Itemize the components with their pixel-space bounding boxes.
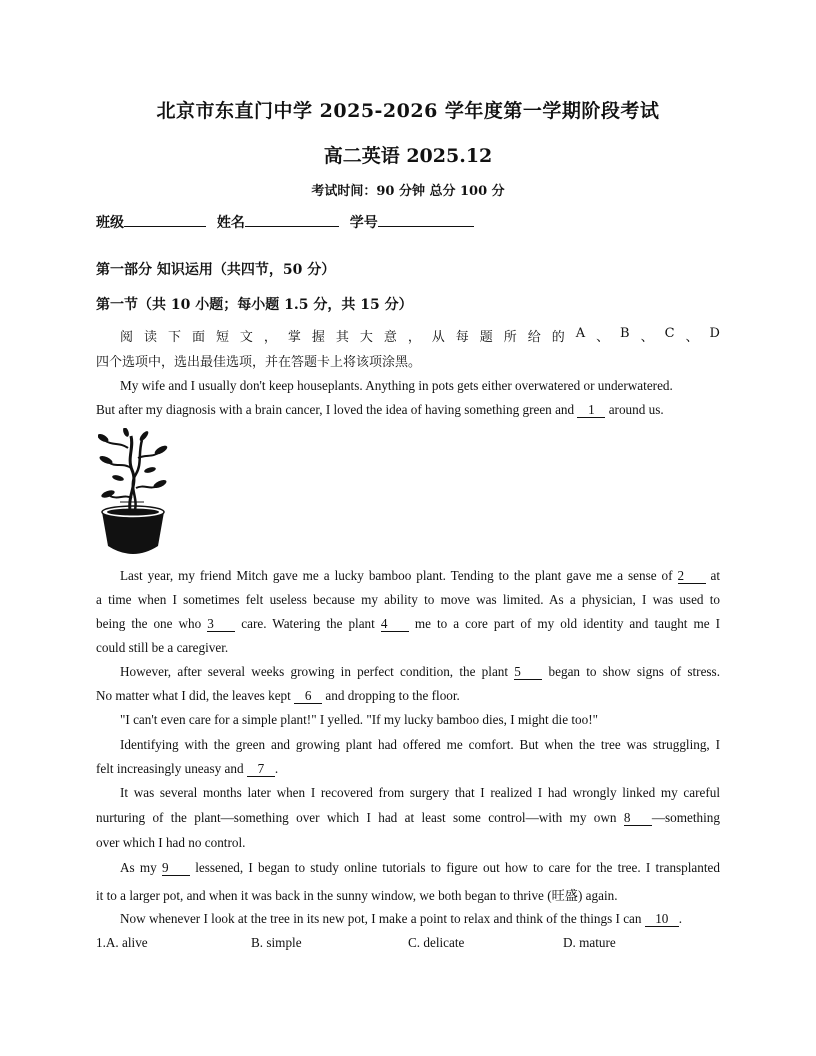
blank-6: 6 (294, 689, 322, 704)
instruction-line-2: 四个选项中，选出最佳选项，并在答题卡上将该项涂黑。 (96, 355, 422, 370)
instruction-char: 阅 (120, 330, 134, 345)
passage-line: a time when I sometimes felt useless because my ability to move was limited. As a physician, I was used to (96, 592, 720, 607)
blank-2: 2 (678, 569, 706, 584)
passage-line: felt increasingly uneasy and 7 . (96, 761, 279, 776)
q1-option-b[interactable]: B. simple (251, 935, 302, 950)
blank-5: 5 (514, 665, 542, 680)
name-label: 姓名 (216, 215, 245, 231)
passage-line: It was several months later when I recovered from surgery that I realized I had wrongly linked my careful (120, 785, 720, 800)
passage-line: However, after several weeks growing in perfect condition, the plant 5 began to show signs of stress. (120, 664, 720, 679)
passage-line: over which I had no control. (96, 835, 246, 850)
student-id-field[interactable] (378, 211, 474, 227)
name-field[interactable] (245, 211, 339, 227)
passage-line: "I can't even care for a simple plant!" I yelled. "If my lucky bamboo dies, I might die too!" (120, 712, 598, 727)
passage-line: As my 9 lessened, I began to study online tutorials to figure out how to care for the tree. I transplanted (120, 860, 720, 875)
instruction-char: ， (263, 330, 277, 345)
q1-option-a[interactable]: 1.A. alive (96, 935, 148, 950)
blank-9: 9 (162, 861, 190, 876)
instruction-char: 、 (640, 330, 654, 345)
instruction-char: 题 (479, 330, 493, 345)
exam-subtitle: 高二英语 2025.12 (323, 145, 493, 167)
instruction-char: D (709, 326, 720, 341)
class-label: 班级 (96, 215, 124, 231)
q1-option-d[interactable]: D. mature (563, 935, 616, 950)
id-label: 学号 (349, 215, 378, 231)
instruction-char: 意 (383, 330, 397, 345)
passage-line: Identifying with the green and growing plant had offered me comfort. But when the tree was struggling, I (120, 737, 720, 752)
instruction-char: 握 (311, 330, 325, 345)
instruction-char: 文 (239, 330, 253, 345)
class-field[interactable] (124, 211, 206, 227)
instruction-char: 面 (191, 330, 205, 345)
instruction-char: 短 (215, 330, 229, 345)
instruction-char: 其 (335, 330, 349, 345)
passage-line: But after my diagnosis with a brain cancer, I loved the idea of having something green and 1 around us. (96, 402, 664, 417)
q1-option-c[interactable]: C. delicate (408, 935, 465, 950)
student-info-row (96, 211, 480, 232)
instruction-char: 的 (551, 330, 565, 345)
blank-1: 1 (577, 403, 605, 418)
passage-line: No matter what I did, the leaves kept 6 and dropping to the floor. (96, 688, 460, 703)
blank-10: 10 (645, 912, 679, 927)
passage-line: nurturing of the plant—something over which I had at least some control—with my own 8 —something (96, 810, 720, 825)
blank-3: 3 (207, 617, 235, 632)
section1-heading: 第一节（共 10 小题；每小题 1.5 分，共 15 分） (96, 297, 413, 313)
instruction-char: C (664, 326, 675, 341)
passage-line: being the one who 3 care. Watering the plant 4 me to a core part of my old identity and taught me I (96, 616, 720, 631)
instruction-char: 从 (431, 330, 445, 345)
instruction-char: ， (407, 330, 421, 345)
passage-line: it to a larger pot, and when it was back in the sunny window, we both began to thrive (旺盛) again. (96, 888, 618, 903)
blank-4: 4 (381, 617, 409, 632)
blank-7: 7 (247, 762, 275, 777)
instruction-char: 掌 (287, 330, 301, 345)
instruction-char: 给 (527, 330, 541, 345)
part1-heading: 第一部分 知识运用（共四节，50 分） (96, 262, 336, 278)
instruction-char: 、 (596, 330, 610, 345)
instruction-char: 每 (455, 330, 469, 345)
passage-line: Last year, my friend Mitch gave me a lucky bamboo plant. Tending to the plant gave me a sense of 2 at (120, 568, 720, 583)
blank-8: 8 (624, 811, 652, 826)
passage-line: Now whenever I look at the tree in its new pot, I make a point to relax and think of the things I can 10 . (120, 911, 683, 926)
instruction-char: 读 (143, 330, 157, 345)
bamboo-plant-illustration (98, 428, 168, 560)
passage-line: My wife and I usually don't keep houseplants. Anything in pots gets either overwatered or underwatered. (120, 378, 673, 393)
exam-title: 北京市东直门中学 2025-2026 学年度第一学期阶段考试 (156, 100, 660, 122)
instruction-line-1 (120, 326, 720, 345)
passage-line: could still be a caregiver. (96, 640, 229, 655)
exam-time-info: 考试时间：90 分钟 总分 100 分 (311, 184, 505, 199)
instruction-char: 所 (503, 330, 517, 345)
instruction-char: A (575, 326, 586, 341)
instruction-char: B (620, 326, 630, 341)
instruction-char: 大 (359, 330, 373, 345)
instruction-char: 、 (685, 330, 699, 345)
instruction-char: 下 (167, 330, 181, 345)
